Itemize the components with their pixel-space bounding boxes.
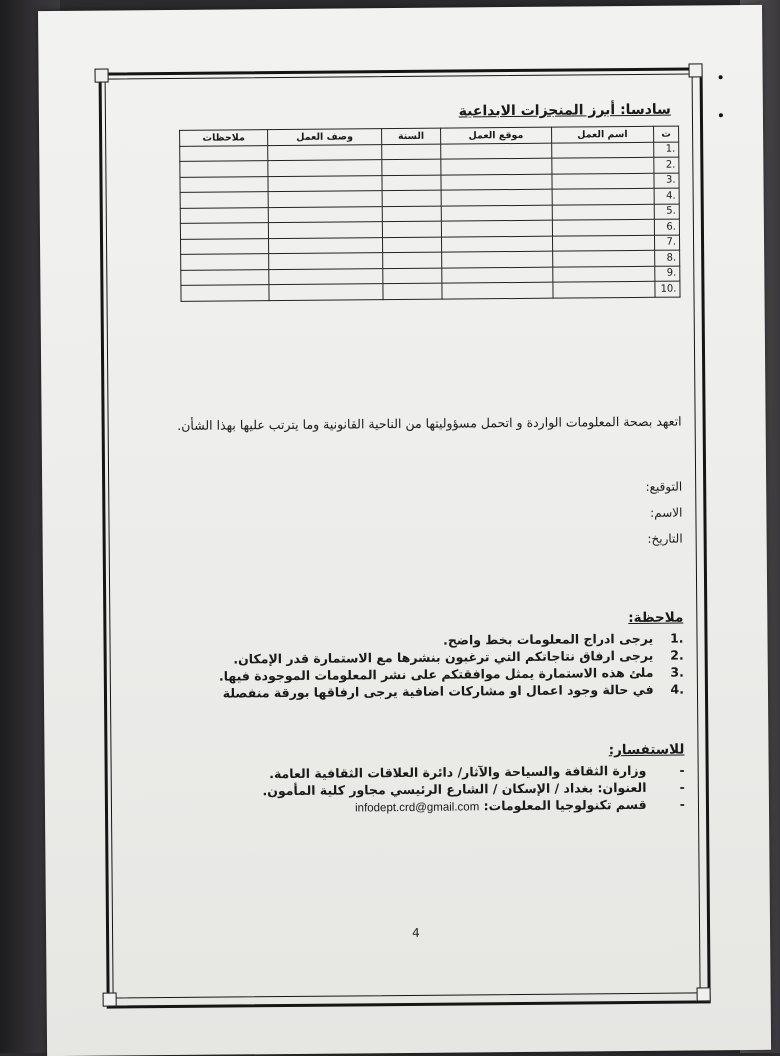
notes-title: ملاحظة: xyxy=(628,609,684,627)
column-header-work-location: موقع العمل xyxy=(441,127,552,143)
list-item-text: ملئ هذه الاستمارة يمثل موافقتكم على نشر المعلومات الموجودة فيها. xyxy=(218,664,654,684)
dash-bullet: - xyxy=(679,762,685,778)
page-number: 4 xyxy=(412,925,420,940)
table-cell[interactable] xyxy=(268,160,382,176)
column-header-index: ت xyxy=(654,126,679,142)
table-cell[interactable] xyxy=(441,174,552,190)
table-cell[interactable] xyxy=(269,237,383,253)
table-cell[interactable] xyxy=(383,268,442,284)
table-cell[interactable] xyxy=(552,266,655,282)
table-cell[interactable] xyxy=(268,191,382,207)
table-cell[interactable] xyxy=(441,205,552,221)
row-number: .3 xyxy=(654,173,679,189)
document-page xyxy=(38,5,771,1056)
table-cell[interactable] xyxy=(268,175,382,191)
table-cell[interactable] xyxy=(551,173,654,189)
table-cell[interactable] xyxy=(181,238,269,254)
margin-dot xyxy=(719,113,723,117)
date-field[interactable]: التاريخ: xyxy=(647,531,683,546)
table-cell[interactable] xyxy=(552,281,655,297)
column-header-work-name: اسم العمل xyxy=(551,126,654,142)
table-cell[interactable] xyxy=(551,142,654,158)
table-cell[interactable] xyxy=(268,144,382,160)
row-number: .10 xyxy=(655,281,680,297)
row-number: .6 xyxy=(654,219,679,235)
table-cell[interactable] xyxy=(180,192,268,208)
list-item-number: .1 xyxy=(669,630,684,646)
table-cell[interactable] xyxy=(180,161,268,177)
table-cell[interactable] xyxy=(268,206,382,222)
table-cell[interactable] xyxy=(181,269,269,285)
table-cell[interactable] xyxy=(382,144,441,160)
dash-bullet: - xyxy=(679,779,685,795)
row-number: .5 xyxy=(654,204,679,220)
table-cell[interactable] xyxy=(181,254,269,270)
row-number: .8 xyxy=(655,250,680,266)
pledge-statement: اتعهد بصحة المعلومات الواردة و اتحمل مسؤوليتها من الناحية القانونية وما يترتب عليها بهذا الشأن. xyxy=(177,413,682,433)
contact-email-link[interactable]: infodept.crd@gmail.com xyxy=(355,801,480,815)
table-cell[interactable] xyxy=(442,282,553,298)
inquiry-list xyxy=(262,762,685,819)
name-field[interactable]: الاسم: xyxy=(650,505,683,520)
table-cell[interactable] xyxy=(382,175,441,191)
table-cell[interactable] xyxy=(552,219,655,235)
table-cell[interactable] xyxy=(441,143,552,159)
notes-list xyxy=(219,630,684,702)
border-corner xyxy=(103,993,117,1007)
margin-dot xyxy=(719,75,723,79)
table-cell[interactable] xyxy=(441,158,552,174)
list-item-text: يرجى ادراج المعلومات بخط واضح. xyxy=(443,630,654,648)
row-number: .1 xyxy=(654,142,679,158)
table-cell[interactable] xyxy=(382,237,441,253)
table-cell[interactable] xyxy=(552,235,655,251)
row-number: .9 xyxy=(655,266,680,282)
column-header-year: السنة xyxy=(381,128,440,144)
list-item-number: .3 xyxy=(670,664,684,680)
list-item-text: وزارة الثقافة والسياحة والآثار/ دائرة العلاقات الثقافية العامة. xyxy=(269,762,647,782)
table-cell[interactable] xyxy=(383,283,442,299)
table-cell[interactable] xyxy=(382,159,441,175)
table-cell[interactable] xyxy=(269,284,383,300)
border-corner xyxy=(95,69,109,83)
border-corner xyxy=(688,63,702,77)
table-cell[interactable] xyxy=(442,267,553,283)
list-item-number: .4 xyxy=(670,681,685,697)
table-cell[interactable] xyxy=(552,188,655,204)
table-cell[interactable] xyxy=(382,221,441,237)
achievements-table xyxy=(179,126,680,302)
column-header-notes: ملاحظات xyxy=(180,130,268,146)
inquiry-title: للاستفسار: xyxy=(608,741,685,759)
list-item-number: .2 xyxy=(670,647,684,663)
row-number: .2 xyxy=(654,157,679,173)
table-cell[interactable] xyxy=(552,204,655,220)
row-number: .4 xyxy=(654,188,679,204)
border-corner xyxy=(697,987,711,1001)
table-cell[interactable] xyxy=(180,223,268,239)
table-cell[interactable] xyxy=(269,253,383,269)
column-header-work-description: وصف العمل xyxy=(268,129,382,145)
signature-field[interactable]: التوقيع: xyxy=(645,479,683,494)
table-cell[interactable] xyxy=(442,251,553,267)
table-cell[interactable] xyxy=(268,222,382,238)
table-cell[interactable] xyxy=(552,250,655,266)
table-cell[interactable] xyxy=(442,236,553,252)
list-item-text: في حالة وجود اعمال او مشاركات اضافية يرجى ارفاقها بورقة منفصلة xyxy=(222,681,654,701)
list-item-text: يرجى ارفاق نتاجاتكم التي ترغبون بنشرها مع الاستمارة قدر الإمكان. xyxy=(233,647,654,667)
table-cell[interactable] xyxy=(551,157,654,173)
table-cell[interactable] xyxy=(382,206,441,222)
table-cell[interactable] xyxy=(441,189,552,205)
table-cell[interactable] xyxy=(180,207,268,223)
table-cell[interactable] xyxy=(180,145,268,161)
list-item-text: قسم تكنولوجيا المعلومات: xyxy=(483,796,647,814)
section-title: سادسا: أبرز المنجزات الابداعية xyxy=(458,101,671,120)
row-number: .7 xyxy=(654,235,679,251)
table-cell[interactable] xyxy=(382,190,441,206)
list-item-text: العنوان: بغداد / الإسكان / الشارع الرئيسي مجاور كلية المأمون. xyxy=(262,779,647,799)
table-cell[interactable] xyxy=(180,176,268,192)
table-cell[interactable] xyxy=(441,220,552,236)
dash-bullet: - xyxy=(679,796,686,812)
list-item xyxy=(263,796,685,819)
table-cell[interactable] xyxy=(269,268,383,284)
table-cell[interactable] xyxy=(383,252,442,268)
table-cell[interactable] xyxy=(181,285,269,301)
